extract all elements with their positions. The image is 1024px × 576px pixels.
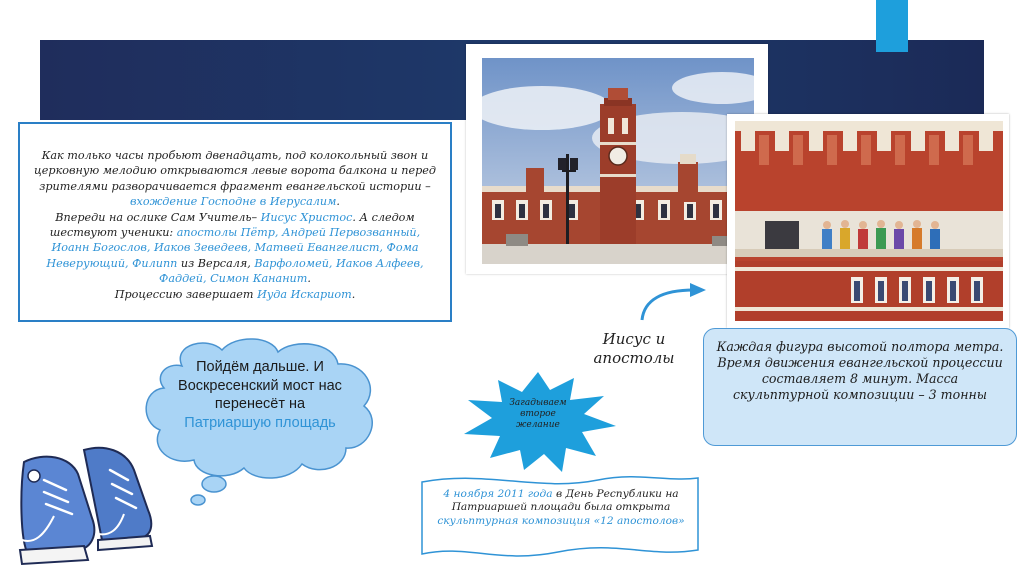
text-p4-end: . [351, 287, 356, 301]
info-box: Каждая фигура высотой полтора метра. Время движения евангельской процессии составляет 8 минут. Масса скульптурной композиции – 3 тонны [703, 328, 1017, 446]
cloud-text-main: Пойдём дальше. И Воскресенский мост нас перенесёт на [178, 359, 342, 412]
caption-jesus-apostles: Иисус и апостолы [593, 330, 675, 367]
text-p2: Впереди на ослике Сам Учитель– [55, 210, 261, 224]
star-text: Загадываем второе желание [509, 398, 567, 430]
text-p1-end: . [336, 195, 340, 209]
text-p2-end: . А следом шествуют ученики: [49, 210, 415, 240]
note-mid: в День Республики на Патриаршей площади была открыта [451, 488, 679, 514]
link-entry-jerusalem[interactable]: вхождение Господне в Иерусалим [130, 195, 337, 209]
link-patriarch-square[interactable]: Патриаршую площадь [184, 414, 336, 431]
text-p1: Как только часы пробьют двенадцать, под колокольный звон и церковную мелодию открываются левые ворота балкона и перед зрителями разворачивается фрагмент евангельской истории – [33, 149, 437, 193]
link-apostles[interactable]: апостолы Пётр, Андрей Первозванный, Иоанн Богослов, Иаков Зеведеев, Матвей Евангелист, Фома Неверующий, Филипп [46, 226, 421, 270]
link-12-apostles[interactable]: скульптурная композиция «12 апостолов» [437, 514, 685, 527]
curved-arrow-icon [632, 280, 712, 324]
accent-tab [876, 0, 908, 52]
photo-apostles-balcony [735, 121, 1003, 321]
link-judas[interactable]: Иуда Искариот [257, 287, 352, 301]
history-text-box [18, 122, 452, 322]
text-p4: Процессию завершает [114, 287, 258, 301]
note-date[interactable]: 4 ноября 2011 года [443, 488, 553, 500]
note-text [426, 488, 696, 528]
sneakers-icon [14, 440, 164, 570]
link-apostles-2[interactable]: Варфоломей, Иаков Алфеев, Фаддей, Симон Кананит [159, 256, 424, 286]
text-p3-end: . [307, 272, 311, 286]
photo-clock-tower [482, 58, 754, 264]
link-jesus-christ[interactable]: Иисус Христос [260, 210, 353, 224]
text-from-versailles: из Версаля, [177, 256, 255, 270]
cloud-text [170, 358, 350, 432]
